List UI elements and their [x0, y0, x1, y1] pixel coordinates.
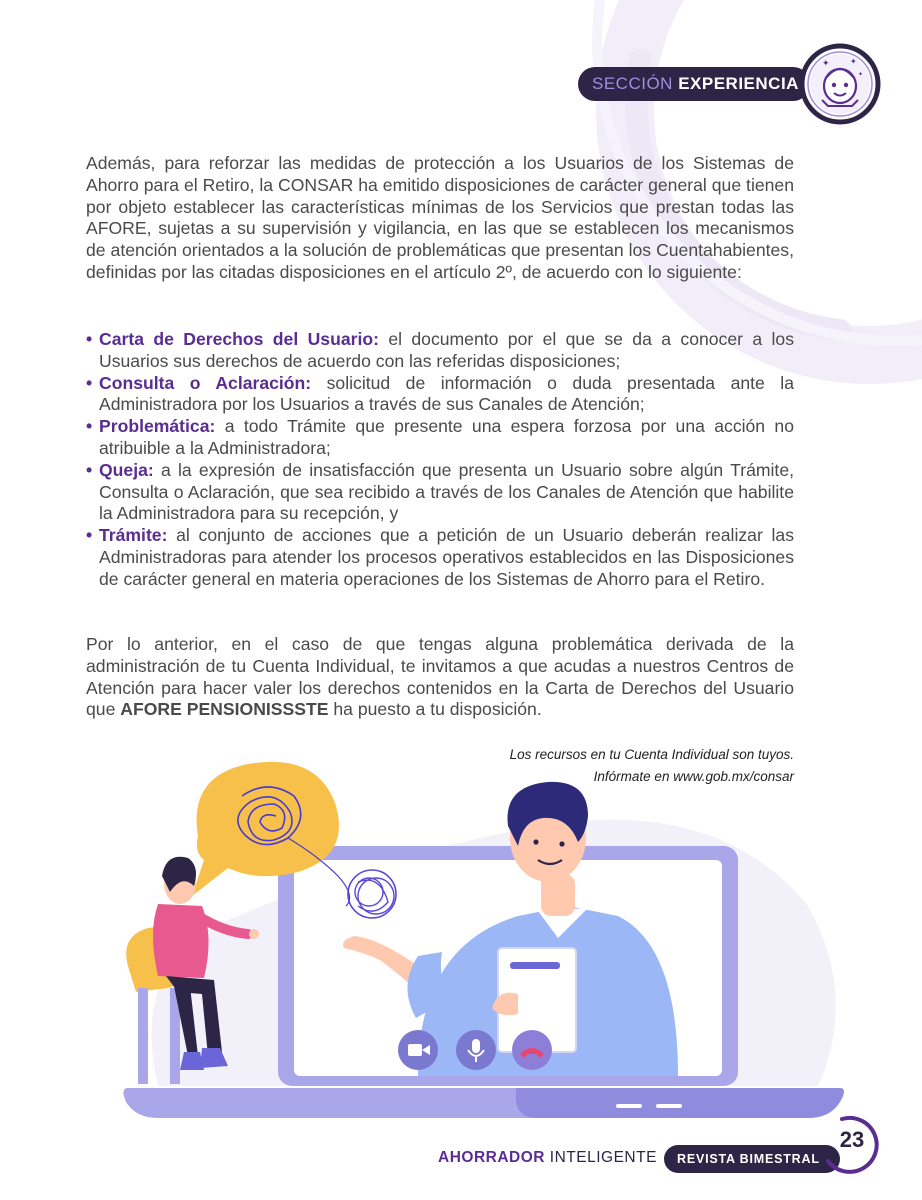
list-item	[86, 373, 794, 417]
closing-paragraph	[86, 634, 794, 721]
footer-brand-light: INTELIGENTE	[544, 1149, 657, 1166]
definition-text: solicitud de información o duda presentada ante la Administradora por los Usuarios a través de sus Canales de Atención;	[99, 372, 794, 415]
list-item	[86, 416, 794, 460]
svg-text:✦: ✦	[822, 59, 830, 69]
definition-text: a la expresión de insatisfacción que presenta un Usuario sobre algún Trámite, Consulta o Aclaración, que sea recibido a través de los Canales de Atención que habilite la Administradora para su recepción, y	[99, 459, 794, 524]
definition-term: Queja:	[99, 459, 154, 480]
definition-term: Problemática:	[99, 416, 216, 437]
intro-paragraph: Además, para reforzar las medidas de protección a los Usuarios de los Sistemas de Ahorro para el Retiro, la CONSAR ha emitido disposiciones de carácter general que tienen por objeto establecer las características mínimas de los Servicios que prestan todas las AFORE, sujetas a su supervisión y vigilancia, en las que se establecen los mecanismos de atención orientados a la solución de problemáticas que presentan los Cuentahabientes, definidas por las citadas disposiciones en el artículo 2º, de acuerdo con lo siguiente:	[86, 153, 794, 282]
page-number: 23	[839, 1127, 865, 1152]
footer-brand	[438, 1149, 657, 1167]
brand-name: AFORE PENSIONISSSTE	[120, 699, 329, 720]
page-number-badge	[820, 1113, 884, 1175]
microphone-icon	[456, 1030, 496, 1070]
section-tag	[578, 67, 810, 101]
definition-text: a todo Trámite que presente una espera forzosa por una acción no atribuible a la Administradora;	[99, 416, 794, 458]
definition-term: Consulta o Aclaración:	[99, 372, 312, 393]
section-label-light: SECCIÓN	[592, 74, 673, 93]
definition-term: Trámite:	[99, 525, 168, 546]
closing-text: Por lo anterior, en el caso de que tengas alguna problemática derivada de la administración de tu Cuenta Individual, te invitamos a que acudas a nuestros Centros de Atención para hacer valer los derechos contenidos en la Carta de Derechos del Usuario que	[86, 634, 794, 720]
list-item	[86, 329, 794, 373]
footer-brand-bold: AHORRADOR	[438, 1149, 545, 1166]
list-item	[86, 525, 794, 590]
tagline	[510, 744, 794, 788]
section-label-bold: EXPERIENCIA	[678, 74, 799, 93]
svg-text:✦: ✦	[850, 57, 857, 66]
definition-text: el documento por el que se da a conocer a los Usuarios sus derechos de acuerdo con las referidas disposiciones;	[99, 329, 794, 371]
tagline-line-2: Infórmate en www.gob.mx/consar	[593, 769, 794, 784]
definitions-list	[86, 329, 794, 591]
definition-term: Carta de Derechos del Usuario:	[99, 329, 379, 349]
video-call-illustration	[118, 756, 858, 1126]
list-item	[86, 460, 794, 525]
hang-up-phone-icon	[512, 1030, 552, 1070]
closing-end: ha puesto a tu disposición.	[328, 699, 542, 720]
footer-magazine-tag: REVISTA BIMESTRAL	[664, 1145, 840, 1173]
face-with-stars-icon	[798, 42, 882, 126]
tagline-line-1: Los recursos en tu Cuenta Individual son tuyos.	[509, 747, 794, 762]
video-camera-icon	[398, 1030, 438, 1070]
svg-text:✦: ✦	[858, 71, 864, 78]
definition-text: al conjunto de acciones que a petición de un Usuario deberán realizar las Administradoras para atender los procesos operativos establecidos en las Disposiciones de carácter general en materia operaciones de los Sistemas de Ahorro para el Retiro.	[99, 525, 794, 589]
